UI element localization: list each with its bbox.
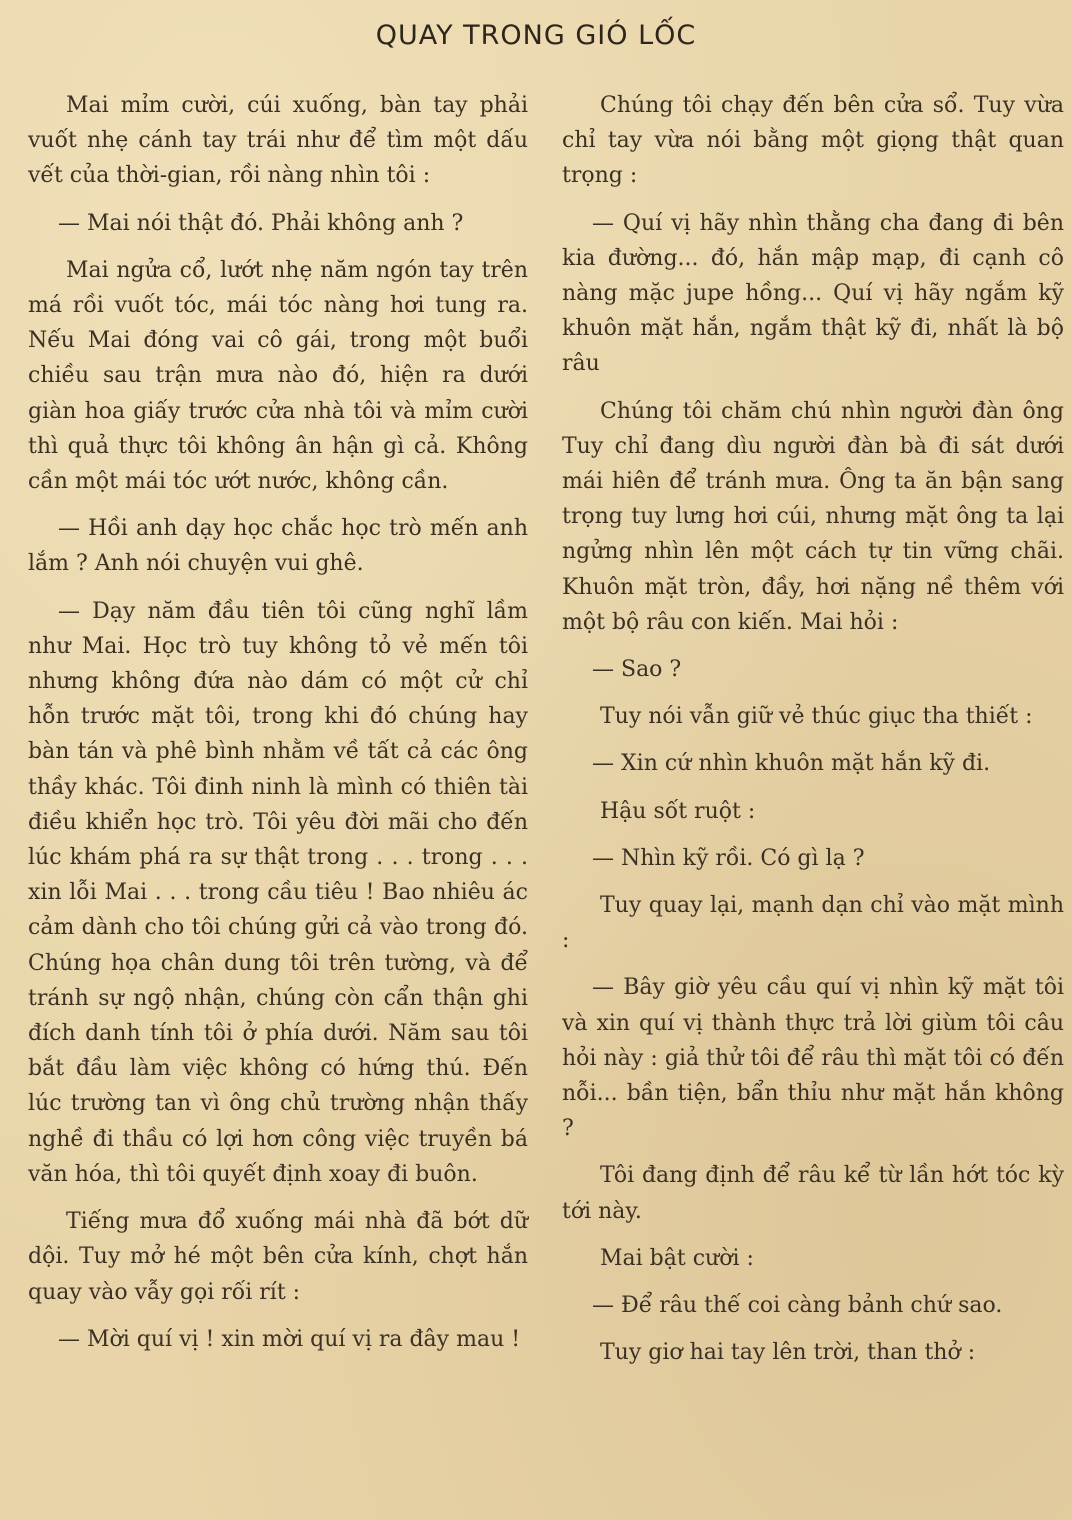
paragraph: — Để râu thế coi càng bảnh chứ sao. bbox=[592, 1293, 1003, 1319]
paragraph: Chúng tôi chăm chú nhìn người đàn ông Tuy chỉ đang dìu người đàn bà đi sát dưới mái hiên để tránh mưa. Ông ta ăn bận sang trọng tuy lưng hơi cúi, nhưng mặt ông ta lại ngửng nhìn lên một cách tự tin vững chãi. Khuôn mặt tròn, đầy, hơi nặng nề thêm với một bộ râu con kiến. Mai hỏi : bbox=[562, 398, 1064, 635]
left-text-column bbox=[28, 88, 528, 1369]
paragraph: — Hồi anh dạy học chắc học trò mến anh lắm ? Anh nói chuyện vui ghê. bbox=[28, 516, 528, 577]
paragraph: — Quí vị hãy nhìn thằng cha đang đi bên kia đường... đó, hắn mập mạp, đi cạnh cô nàng mặc jupe hồng... Quí vị hãy ngắm kỹ khuôn mặt hắn, ngắm thật kỹ đi, nhất là bộ râu bbox=[562, 210, 1064, 377]
paragraph: Tôi đang định để râu kể từ lần hớt tóc kỳ tới này. bbox=[562, 1163, 1064, 1224]
paragraph: Mai bật cười : bbox=[600, 1245, 754, 1271]
paragraph: Chúng tôi chạy đến bên cửa sổ. Tuy vừa chỉ tay vừa nói bằng một giọng thật quan trọng : bbox=[562, 93, 1064, 189]
paragraph: Hậu sốt ruột : bbox=[600, 798, 756, 824]
paragraph: — Sao ? bbox=[592, 657, 682, 683]
paragraph: — Nhìn kỹ rồi. Có gì lạ ? bbox=[592, 845, 865, 871]
paragraph: Tuy quay lại, mạnh dạn chỉ vào mặt mình : bbox=[562, 893, 1064, 954]
paragraph: Tiếng mưa đổ xuống mái nhà đã bớt dữ dội. Tuy mở hé một bên cửa kính, chợt hắn quay vào vẫy gọi rối rít : bbox=[28, 1209, 528, 1305]
paragraph: — Mai nói thật đó. Phải không anh ? bbox=[58, 210, 464, 236]
paragraph: Tuy giơ hai tay lên trời, than thở : bbox=[600, 1340, 976, 1366]
running-title: QUAY TRONG GIÓ LỐC bbox=[375, 20, 697, 51]
paragraph: — Xin cứ nhìn khuôn mặt hắn kỹ đi. bbox=[592, 751, 991, 777]
paragraph: — Bây giờ yêu cầu quí vị nhìn kỹ mặt tôi và xin quí vị thành thực trả lời giùm tôi câu hỏi này : giả thử tôi để râu thì mặt tôi có đến nỗi... bần tiện, bẩn thỉu như mặt hắn không ? bbox=[562, 975, 1064, 1142]
paragraph: — Dạy năm đầu tiên tôi cũng nghĩ lầm như Mai. Học trò tuy không tỏ vẻ mến tôi nhưng không đứa nào dám có một cử chỉ hỗn trước mặt tôi, trong khi đó chúng hay bàn tán và phê bình nhằm về tất cả các ông thầy khác. Tôi đinh ninh là mình có thiên tài điều khiển học trò. Tôi yêu đời mãi cho đến lúc khám phá ra sự thật trong . . . trong . . . xin lỗi Mai . . . trong cầu tiêu ! Bao nhiêu ác cảm dành cho tôi chúng gửi cả vào trong đó. Chúng họa chân dung tôi trên tường, và để tránh sự ngộ nhận, chúng còn cẩn thận ghi đích danh tính tôi ở phía dưới. Năm sau tôi bắt đầu làm việc không có hứng thú. Đến lúc trường tan vì ông chủ trường nhận thấy nghề đi thầu có lợi hơn công việc truyền bá văn hóa, thì tôi quyết định xoay đi buôn. bbox=[28, 598, 528, 1187]
paragraph: Mai mỉm cười, cúi xuống, bàn tay phải vuốt nhẹ cánh tay trái như để tìm một dấu vết của thời-gian, rồi nàng nhìn tôi : bbox=[28, 93, 528, 189]
paragraph: Tuy nói vẫn giữ vẻ thúc giục tha thiết : bbox=[600, 704, 1033, 730]
paragraph: — Mời quí vị ! xin mời quí vị ra đây mau ! bbox=[58, 1326, 521, 1352]
paragraph: Mai ngửa cổ, lướt nhẹ năm ngón tay trên má rồi vuốt tóc, mái tóc nàng hơi tung ra. Nếu Mai đóng vai cô gái, trong một buổi chiều sau trận mưa nào đó, hiện ra dưới giàn hoa giấy trước cửa nhà tôi và mỉm cười thì quả thực tôi không ân hận gì cả. Không cần một mái tóc ướt nước, không cần. bbox=[28, 257, 528, 495]
right-text-column bbox=[562, 88, 1064, 1383]
